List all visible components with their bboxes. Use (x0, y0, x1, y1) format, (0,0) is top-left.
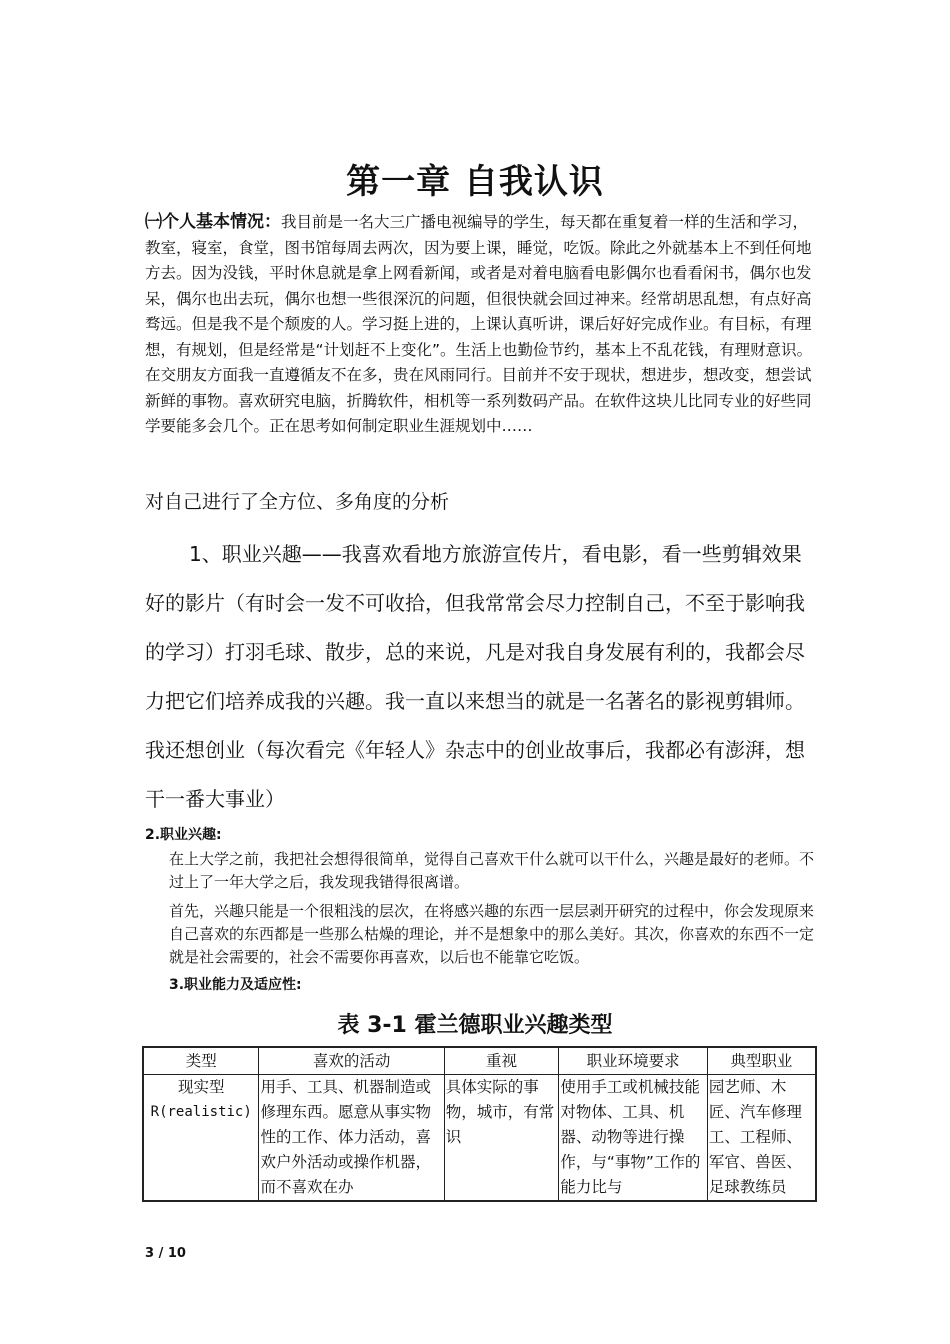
header-type: 类型 (143, 1047, 259, 1075)
cell-value: 具体实际的事物，城市，有常识 (444, 1075, 559, 1202)
interest-head: 1、职业兴趣—— (189, 542, 342, 566)
interest-text: 我喜欢看地方旅游宣传片，看电影，看一些剪辑效果好的影片（有时会一发不可收拾，但我常常会尽力控制自己，不至于影响我的学习）打羽毛球、散步，总的来说，凡是对我自身发展有利的，我都会尽力把它们培养成我的兴趣。我一直以来想当的就是一名著名的影视剪辑师。我还想创业（每次看完《年轻人》杂志中的创业故事后，我都必有澎湃，想干一番大事业） (145, 542, 805, 811)
table-row (143, 1075, 816, 1202)
paragraph-interest-1: 在上大学之前，我把社会想得很简单，觉得自己喜欢干什么就可以干什么，兴趣是最好的老师。不过上了一年大学之后，我发现我错得很离谱。 (169, 850, 815, 891)
paragraph-interest-2: 首先，兴趣只能是一个很粗浅的层次，在将感兴趣的东西一层层剥开研究的过程中，你会发现原来自己喜欢的东西都是一些那么枯燥的理论，并不是想象中的那么美好。其次，你喜欢的东西不一定就是社会需要的，社会不需要你再喜欢，以后也不能靠它吃饭。 (169, 902, 815, 966)
holland-table (142, 1046, 817, 1202)
cell-type (143, 1075, 259, 1202)
table-title: 表 3-1 霍兰德职业兴趣类型 (337, 1013, 613, 1038)
header-env: 职业环境要求 (559, 1047, 707, 1075)
type-cn: 现实型 (177, 1078, 225, 1096)
subheading-ability: 3.职业能力及适应性: (169, 977, 302, 993)
header-value: 重视 (444, 1047, 559, 1075)
cell-jobs: 园艺师、木匠、汽车修理工、工程师、军官、兽医、足球教练员 (707, 1075, 816, 1202)
section-line: 对自己进行了全方位、多角度的分析 (145, 491, 450, 513)
table-header-row (143, 1047, 816, 1075)
interest-paragraph (145, 530, 815, 824)
intro-paragraph (145, 210, 815, 440)
intro-lead: ㈠个人基本情况： (145, 212, 281, 232)
type-en: R(realistic) (150, 1104, 252, 1120)
page-number: 3 / 10 (145, 1246, 186, 1261)
cell-activity: 用手、工具、机器制造或修理东西。愿意从事实物性的工作、体力活动，喜欢户外活动或操作机器，而不喜欢在办 (259, 1075, 444, 1202)
intro-text: 我目前是一名大三广播电视编导的学生，每天都在重复着一样的生活和学习，教室，寝室，食堂，图书馆每周去两次，因为要上课，睡觉，吃饭。除此之外就基本上不到任何地方去。因为没钱，平时休息就是拿上网看新闻，或者是对着电脑看电影偶尔也看看闲书，偶尔也发呆，偶尔也出去玩，偶尔也想一些很深沉的问题，但很快就会回过神来。经常胡思乱想，有点好高骛远。但是我不是个颓废的人。学习挺上进的，上课认真听讲，课后好好完成作业。有目标，有理想，有规划，但是经常是“计划赶不上变化”。生活上也勤俭节约，基本上不乱花钱，有理财意识。在交朋友方面我一直遵循友不在多，贵在风雨同行。目前并不安于现状，想进步，想改变，想尝试新鲜的事物。喜欢研究电脑，折腾软件，相机等一系列数码产品。在软件这块儿比同专业的好些同学要能多会几个。正在思考如何制定职业生涯规划中…… (145, 213, 813, 435)
cell-env: 使用手工或机械技能对物体、工具、机器、动物等进行操作，与“事物”工作的能力比与 (559, 1075, 707, 1202)
header-activity: 喜欢的活动 (259, 1047, 444, 1075)
page-title: 第一章 自我认识 (346, 162, 604, 202)
header-jobs: 典型职业 (707, 1047, 816, 1075)
subheading-interest: 2.职业兴趣: (145, 827, 222, 843)
